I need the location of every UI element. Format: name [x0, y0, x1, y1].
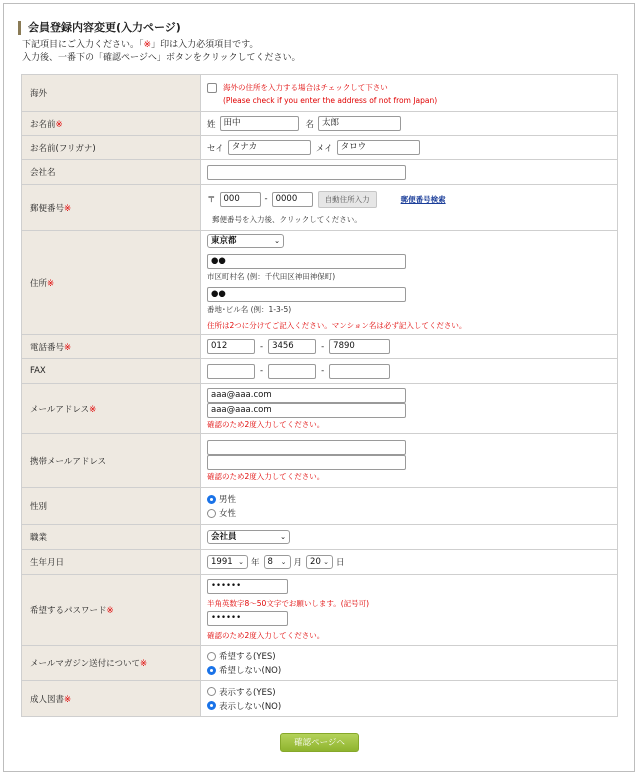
auto-address-button[interactable]: 自動住所入力	[318, 191, 377, 208]
row-password	[22, 575, 618, 646]
email-note: 確認のため2度入力してください。	[207, 419, 325, 429]
newsletter-option-no[interactable]	[207, 664, 617, 676]
value-name	[201, 112, 618, 136]
row-gender	[22, 488, 618, 525]
email-input[interactable]: aaa@aaa.com	[207, 388, 406, 403]
required-mark: ※	[55, 119, 63, 130]
chevron-down-icon: ⌄	[280, 558, 287, 566]
overseas-check-label-en: (Please check if you enter the address of not from Japan)	[223, 95, 438, 105]
label-occupation	[22, 525, 201, 550]
label-address	[22, 231, 201, 335]
label-gender-text: 性別	[30, 502, 48, 512]
label-fax-text: FAX	[30, 366, 46, 376]
label-birthdate-text: 生年月日	[30, 558, 65, 568]
first-kana-input[interactable]: タロウ	[337, 140, 420, 155]
fax-part1-input[interactable]	[207, 364, 255, 379]
birth-year-value: 1991	[211, 557, 233, 567]
required-mark: ※	[64, 342, 72, 353]
intro-text-a: 下記項目にご入力ください。「	[22, 40, 144, 50]
row-fax	[22, 359, 618, 384]
newsletter-option-label: 希望する(YES)	[219, 652, 276, 662]
address-line1-note: 市区町村名 (例：千代田区神田神保町)	[207, 272, 336, 281]
address-line2-note: 番地･ビル名 (例：1-3-5)	[207, 305, 292, 314]
overseas-check-label: 海外の住所を入力する場合はチェックして下さい	[223, 82, 388, 92]
password-confirm-input[interactable]: ••••••	[207, 611, 288, 626]
postal-part2-input[interactable]: 0000	[272, 192, 313, 207]
fax-part3-input[interactable]	[329, 364, 390, 379]
label-company-text: 会社名	[30, 168, 56, 178]
adult-books-option-label: 表示しない(NO)	[219, 701, 282, 712]
fax-part2-input[interactable]	[268, 364, 316, 379]
label-email-text: メールアドレス	[30, 404, 90, 415]
newsletter-option-yes[interactable]	[207, 650, 617, 662]
postal-mark: 〒	[207, 195, 216, 205]
value-fax	[201, 359, 618, 384]
page-title: 会員登録内容変更(入力ページ)	[18, 21, 181, 35]
label-phone-text: 電話番号	[30, 342, 65, 353]
label-name-text: お名前	[30, 119, 56, 130]
required-mark: ※	[47, 278, 55, 289]
overseas-checkbox[interactable]	[207, 83, 217, 93]
value-password	[201, 575, 618, 646]
prefecture-value: 東京都	[211, 236, 237, 246]
address-line1-input[interactable]: ●●	[207, 254, 406, 269]
required-mark: ※	[64, 203, 72, 214]
row-phone	[22, 335, 618, 359]
label-mobile-email	[22, 434, 201, 488]
postal-note: 郵便番号を入力後、クリックしてください。	[212, 214, 362, 224]
first-name-input[interactable]: 太郎	[318, 116, 401, 131]
address-warning: 住所は2つに分けてご記入ください。マンション名は必ず記入してください。	[207, 321, 467, 330]
birth-month-value: 8	[267, 557, 273, 567]
intro-required-mark: ※	[143, 40, 152, 50]
last-kana-input[interactable]: タナカ	[228, 140, 311, 155]
phone-part3-input[interactable]: 7890	[329, 339, 390, 354]
mobile-email-input[interactable]	[207, 440, 406, 455]
first-kana-prefix: メイ	[315, 143, 333, 154]
required-mark: ※	[64, 694, 72, 705]
address-line2-input[interactable]: ●●	[207, 287, 406, 302]
postal-separator: -	[264, 194, 268, 204]
password-note: 半角英数字8～50文字でお願いします。(記号可)	[207, 599, 370, 608]
intro-text-b: 」印は入力必須項目です。	[151, 40, 259, 50]
year-unit: 年	[251, 558, 260, 568]
row-email	[22, 384, 618, 434]
label-password-text: 希望するパスワード	[30, 606, 107, 616]
radio-icon[interactable]	[207, 495, 216, 504]
label-overseas-text: 海外	[30, 89, 48, 99]
birth-year-select[interactable]	[207, 555, 248, 569]
first-name-prefix: 名	[305, 119, 315, 130]
value-mobile-email	[201, 434, 618, 488]
row-birthdate	[22, 550, 618, 575]
value-occupation	[201, 525, 618, 550]
radio-icon[interactable]	[207, 687, 216, 696]
occupation-value: 会社員	[211, 532, 237, 542]
required-mark: ※	[89, 404, 97, 415]
radio-icon[interactable]	[207, 701, 216, 710]
fax-separator: -	[321, 366, 325, 376]
label-phone	[22, 335, 201, 359]
required-mark: ※	[106, 606, 114, 616]
label-kana	[22, 136, 201, 160]
month-unit: 月	[293, 558, 303, 568]
value-address	[201, 231, 618, 335]
required-mark: ※	[139, 659, 148, 669]
gender-option-label: 男性	[219, 495, 237, 505]
phone-part2-input[interactable]: 3456	[268, 339, 316, 354]
label-postal	[22, 185, 201, 231]
birth-day-select[interactable]	[306, 555, 333, 569]
label-fax	[22, 359, 201, 384]
last-kana-prefix: セイ	[207, 143, 224, 154]
intro-text	[22, 39, 300, 64]
chevron-down-icon: ⌄	[280, 533, 286, 541]
label-email	[22, 384, 201, 434]
row-overseas	[22, 75, 618, 112]
day-unit: 日	[336, 558, 345, 568]
adult-books-option-no[interactable]	[207, 700, 617, 712]
value-phone	[201, 335, 618, 359]
chevron-down-icon: ⌄	[274, 237, 280, 245]
radio-icon[interactable]	[207, 652, 216, 661]
radio-icon[interactable]	[207, 666, 216, 675]
registration-form-table	[21, 74, 618, 717]
label-mobile-email-text: 携帯メールアドレス	[30, 456, 107, 467]
birth-month-select[interactable]	[264, 555, 291, 569]
password-confirm-note: 確認のため2度入力してください。	[207, 631, 325, 640]
postal-search-link[interactable]: 郵便番号検索	[400, 194, 446, 204]
label-occupation-text: 職業	[30, 533, 48, 543]
fax-separator: -	[260, 366, 264, 376]
value-adult-books	[201, 681, 618, 717]
value-email	[201, 384, 618, 434]
occupation-select[interactable]	[207, 530, 290, 544]
value-newsletter	[201, 646, 618, 681]
company-input[interactable]	[207, 165, 406, 180]
email-confirm-input[interactable]: aaa@aaa.com	[207, 403, 406, 418]
label-birthdate	[22, 550, 201, 575]
last-name-prefix: 姓	[207, 119, 216, 130]
label-kana-text: お名前(フリガナ)	[30, 143, 96, 154]
label-postal-text: 郵便番号	[30, 203, 65, 214]
row-adult-books	[22, 681, 618, 717]
row-newsletter	[22, 646, 618, 681]
label-name	[22, 112, 201, 136]
label-newsletter-text: メールマガジン送付について	[30, 659, 140, 669]
row-postal	[22, 185, 618, 231]
label-newsletter	[22, 646, 201, 681]
postal-part1-input[interactable]: 000	[220, 192, 261, 207]
row-occupation	[22, 525, 618, 550]
label-gender	[22, 488, 201, 525]
radio-icon[interactable]	[207, 509, 216, 518]
mobile-email-note: 確認のため2度入力してください。	[207, 471, 325, 481]
intro-line2: 入力後、一番下の「確認ページへ」ボタンをクリックしてください。	[22, 52, 301, 63]
gender-option-female[interactable]	[207, 507, 617, 519]
mobile-email-confirm-input[interactable]	[207, 455, 406, 470]
chevron-down-icon: ⌄	[323, 558, 330, 566]
row-kana	[22, 136, 618, 160]
row-mobile-email	[22, 434, 618, 488]
last-name-input[interactable]: 田中	[220, 116, 299, 131]
adult-books-option-yes[interactable]	[207, 686, 617, 698]
value-kana	[201, 136, 618, 160]
label-adult-books-text: 成人図書	[30, 694, 65, 705]
adult-books-option-label: 表示する(YES)	[219, 687, 276, 698]
value-birthdate	[201, 550, 618, 575]
gender-option-label: 女性	[219, 509, 237, 519]
confirm-page-button[interactable]: 確認ページへ	[280, 733, 359, 752]
label-password	[22, 575, 201, 646]
chevron-down-icon: ⌄	[238, 558, 244, 566]
label-overseas	[22, 75, 201, 112]
row-name	[22, 112, 618, 136]
prefecture-select[interactable]	[207, 234, 284, 248]
password-input[interactable]: ••••••	[207, 579, 288, 594]
value-company	[201, 160, 618, 185]
label-address-text: 住所	[30, 278, 48, 289]
phone-part1-input[interactable]: 012	[207, 339, 255, 354]
row-address	[22, 231, 618, 335]
value-gender	[201, 488, 618, 525]
birth-day-value: 20	[310, 557, 321, 567]
newsletter-option-label: 希望しない(NO)	[219, 666, 282, 676]
gender-option-male[interactable]	[207, 493, 617, 505]
label-adult-books	[22, 681, 201, 717]
phone-separator: -	[321, 341, 325, 352]
phone-separator: -	[260, 341, 264, 352]
value-overseas	[201, 75, 618, 112]
label-company	[22, 160, 201, 185]
row-company	[22, 160, 618, 185]
value-postal	[201, 185, 618, 231]
